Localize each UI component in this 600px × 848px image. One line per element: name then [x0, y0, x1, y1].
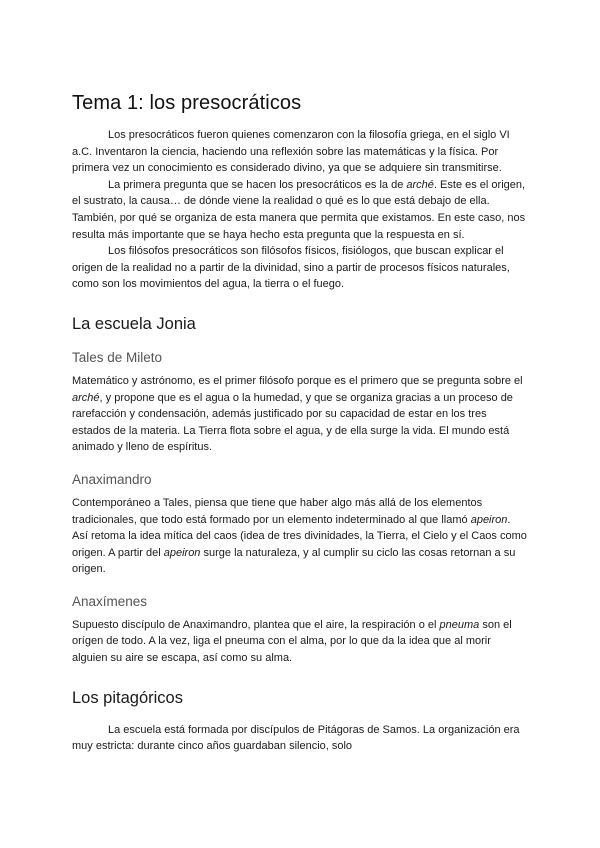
italic-term: pneuma: [439, 618, 480, 631]
text-run: . Así retoma la idea mítica del caos (idea de tres divinidades, la Tierra, el Cielo y el Caos como origen. A partir del: [72, 513, 527, 559]
document-page: [72, 92, 528, 755]
text-run: Contemporáneo a Tales, piensa que tiene que haber algo más allá de los elementos tradicionales, que todo está formado por un elemento indeterminado al que llamó: [72, 496, 483, 526]
section-heading-pitagoricos: Los pitagóricos: [72, 688, 183, 707]
text-run: son el orígen de todo. A la vez, liga el pneuma con el alma, por lo que da la idea que al morir alguien su aire se escapa, así como su alma.: [72, 618, 512, 665]
subsection-heading-anaximandro: Anaximandro: [72, 471, 152, 487]
italic-term: apeiron: [470, 513, 508, 526]
text-run: Supuesto discípulo de Anaximandro, plantea que el aire, la respiración o el: [72, 618, 440, 631]
text-run: Matemático y astrónomo, es el primer filósofo porque es el primero que se pregunta sobre el: [72, 374, 523, 387]
paragraph-tales: [72, 373, 528, 456]
intro-paragraph-3: [72, 243, 528, 293]
intro-paragraph-2: [72, 177, 528, 243]
paragraph-pitagoricos: [72, 722, 528, 755]
text-run: . Este es el origen, el sustrato, la causa… de dónde viene la realidad o qué es lo que está debajo de ella. También, por qué se organiza de esta manera que permita que existamos. En este caso, nos resulta más importante que se haya hecho esta pregunta que la respuesta en sí.: [72, 178, 526, 241]
text-run: La escuela está formada por discípulos de Pitágoras de Samos. La organización era muy estricta: durante cinco años guardaban silencio, solo: [72, 723, 520, 753]
section-heading-jonia: La escuela Jonia: [72, 314, 196, 333]
text-run: La primera pregunta que se hacen los presocráticos es la de: [108, 178, 407, 191]
paragraph-anaximandro: [72, 495, 528, 578]
italic-term: arché: [406, 178, 434, 191]
paragraph-anaximenes: [72, 617, 528, 667]
italic-term: arché: [72, 391, 100, 404]
italic-term: apeiron: [163, 546, 201, 559]
text-run: Los filósofos presocráticos son filósofos físicos, fisiólogos, que buscan explicar el origen de la realidad no a partir de la divinidad, sino a partir de procesos físicos naturales, como son los movimientos del agua, la tierra o el fuego.: [72, 245, 510, 291]
page-title: Tema 1: los presocráticos: [72, 92, 302, 114]
subsection-heading-anaximenes: Anaxímenes: [72, 593, 148, 609]
text-run: Los presocráticos fueron quienes comenzaron con la filosofía griega, en el siglo VI a.C. Inventaron la ciencia, haciendo una reflexión sobre las matemáticas y la física. Por primera vez un conocimiento es considerado divino, ya que se adquiere sin transmitirse.: [72, 129, 510, 175]
text-run: surge la naturaleza, y al cumplir su ciclo las cosas retornan a su origen.: [72, 546, 516, 576]
intro-paragraph-1: [72, 127, 528, 177]
text-run: , y propone que es el agua o la humedad, y que se organiza gracias a un proceso de rarefacción y condensación, además justificado por su capacidad de estar en los tres estados de la materia. La Tierra flota sobre el agua, y de ella surge la vida. El mundo está animado y lleno de espíritus.: [72, 391, 513, 454]
subsection-heading-tales: Tales de Mileto: [72, 349, 163, 365]
